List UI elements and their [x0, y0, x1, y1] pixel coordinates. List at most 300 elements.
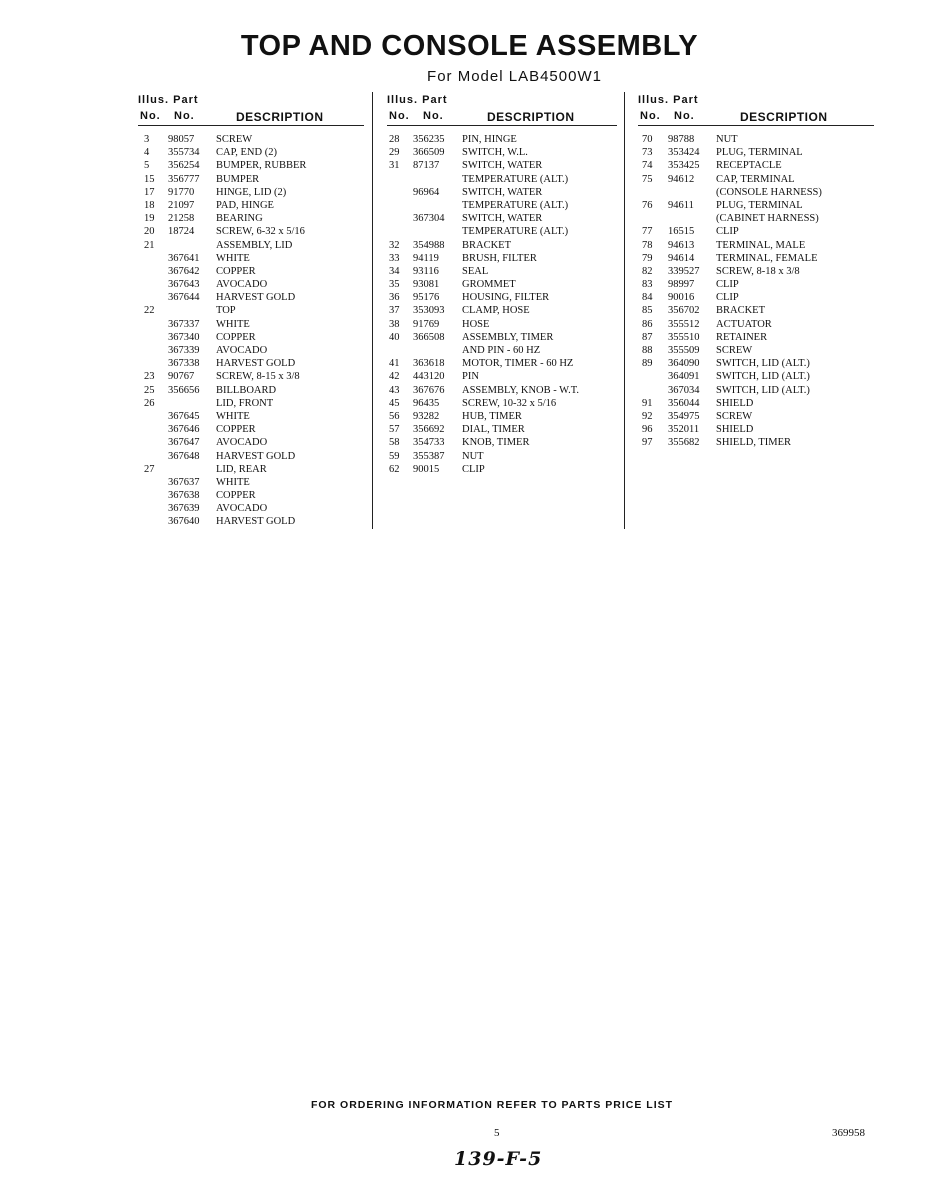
parts-row	[387, 304, 617, 317]
description: ASSEMBLY, TIMER	[462, 331, 554, 343]
description: PLUG, TERMINAL	[716, 147, 803, 159]
part-no: 354988	[413, 239, 445, 251]
parts-row	[138, 331, 364, 344]
header-rule	[387, 125, 617, 126]
illus-no: 27	[144, 463, 155, 475]
part-no: 355509	[668, 345, 700, 356]
parts-row	[138, 252, 364, 265]
part-no: 355510	[668, 331, 700, 343]
illus-no: 18	[144, 199, 155, 211]
header-illus-part: Illus. Part	[387, 94, 448, 106]
parts-row	[138, 463, 364, 476]
illus-no: 82	[642, 265, 653, 277]
illus-no: 23	[144, 371, 155, 383]
parts-row	[138, 384, 364, 397]
illus-no: 29	[389, 147, 400, 159]
part-no: 354975	[668, 410, 700, 422]
illus-no: 88	[642, 345, 653, 356]
parts-row	[138, 476, 364, 489]
description: WHITE	[216, 318, 250, 330]
column-divider	[372, 92, 373, 529]
description: TEMPERATURE (ALT.)	[462, 199, 569, 211]
part-no: 367646	[168, 424, 200, 436]
part-no: 367640	[168, 516, 200, 528]
parts-row	[138, 370, 364, 383]
column-divider	[624, 92, 625, 529]
description: SCREW, 8-18 x 3/8	[716, 265, 800, 277]
part-no: 356702	[668, 305, 700, 317]
parts-row	[387, 212, 617, 225]
description: ASSEMBLY, KNOB - W.T.	[462, 384, 579, 396]
parts-row	[138, 225, 364, 238]
parts-row	[638, 252, 874, 265]
parts-row	[138, 436, 364, 449]
illus-no: 37	[389, 305, 400, 317]
illus-no: 36	[389, 292, 400, 304]
illus-no: 32	[389, 239, 400, 251]
parts-row	[387, 133, 617, 146]
parts-row	[638, 423, 874, 436]
description: PLUG, TERMINAL	[716, 199, 803, 211]
header-illus-no: No.	[140, 110, 161, 122]
ordering-footer: FOR ORDERING INFORMATION REFER TO PARTS PRICE LIST	[310, 1099, 674, 1111]
part-no: 356235	[413, 134, 445, 145]
description: HUB, TIMER	[462, 410, 522, 422]
illus-no: 77	[642, 226, 653, 238]
description: AVOCADO	[216, 279, 268, 291]
parts-row	[138, 265, 364, 278]
model-subtitle: For Model LAB4500W1	[427, 68, 602, 85]
description: BRUSH, FILTER	[462, 252, 537, 264]
parts-row	[387, 159, 617, 172]
illus-no: 62	[389, 463, 400, 475]
parts-row	[138, 357, 364, 370]
part-no: 367337	[168, 318, 200, 330]
illus-no: 40	[389, 331, 400, 343]
description: AND PIN - 60 HZ	[462, 345, 541, 356]
parts-row	[138, 173, 364, 186]
parts-row	[387, 463, 617, 476]
part-no: 94613	[668, 239, 695, 251]
parts-row	[638, 370, 874, 383]
part-no: 93081	[413, 279, 440, 291]
part-no: 96964	[413, 186, 440, 198]
parts-row	[138, 133, 364, 146]
parts-row	[638, 344, 874, 357]
header-illus-no: No.	[640, 110, 661, 122]
parts-row	[638, 199, 874, 212]
part-no: 98057	[168, 134, 195, 145]
illus-no: 57	[389, 424, 400, 436]
column-header	[138, 92, 364, 126]
illus-no: 33	[389, 252, 400, 264]
part-no: 353093	[413, 305, 445, 317]
parts-row	[387, 357, 617, 370]
part-no: 21258	[168, 213, 195, 225]
parts-row	[638, 436, 874, 449]
part-no: 367639	[168, 503, 200, 515]
description: GROMMET	[462, 279, 516, 291]
description: SWITCH, W.L.	[462, 147, 528, 159]
illus-no: 85	[642, 305, 653, 317]
illus-no: 15	[144, 173, 155, 185]
parts-row	[387, 186, 617, 199]
description: BEARING	[216, 213, 263, 225]
parts-row	[638, 410, 874, 423]
part-no: 355682	[668, 437, 700, 449]
parts-row	[387, 199, 617, 212]
parts-row	[387, 318, 617, 331]
illus-no: 21	[144, 239, 155, 251]
description: HARVEST GOLD	[216, 358, 296, 370]
illus-no: 79	[642, 252, 653, 264]
column-header	[387, 92, 617, 126]
parts-row	[138, 199, 364, 212]
parts-row	[638, 212, 874, 225]
description: HOUSING, FILTER	[462, 292, 550, 304]
description: DIAL, TIMER	[462, 424, 525, 436]
column-header	[638, 92, 874, 126]
document-number: 369958	[832, 1127, 865, 1139]
description: ASSEMBLY, LID	[216, 239, 293, 251]
description: SCREW, 8-15 x 3/8	[216, 371, 300, 383]
part-no: 94614	[668, 252, 695, 264]
part-no: 353425	[668, 160, 700, 172]
description: COPPER	[216, 490, 256, 502]
illus-no: 97	[642, 437, 653, 449]
illus-no: 96	[642, 424, 653, 436]
illus-no: 45	[389, 397, 400, 409]
parts-row	[138, 146, 364, 159]
illus-no: 89	[642, 358, 653, 370]
part-no: 367638	[168, 490, 200, 502]
illus-no: 92	[642, 410, 653, 422]
illus-no: 91	[642, 397, 653, 409]
part-no: 367648	[168, 450, 200, 462]
parts-row	[138, 291, 364, 304]
part-no: 367645	[168, 410, 200, 422]
parts-row	[638, 304, 874, 317]
part-no: 91769	[413, 318, 440, 330]
part-no: 367304	[413, 213, 445, 225]
parts-column-2	[387, 92, 617, 476]
description: CAP, END (2)	[216, 147, 277, 159]
part-no: 367637	[168, 476, 200, 488]
part-no: 355734	[168, 147, 200, 159]
part-no: 90767	[168, 371, 195, 383]
part-no: 367676	[413, 384, 445, 396]
description: BRACKET	[716, 305, 766, 317]
illus-no: 56	[389, 410, 400, 422]
description: SCREW	[216, 134, 253, 145]
illus-no: 17	[144, 186, 155, 198]
part-no: 364090	[668, 358, 700, 370]
parts-row	[638, 133, 874, 146]
part-no: 98788	[668, 134, 695, 145]
parts-row	[138, 489, 364, 502]
part-no: 367644	[168, 292, 200, 304]
description: SWITCH, LID (ALT.)	[716, 358, 810, 370]
parts-rows	[638, 133, 874, 450]
parts-row	[638, 239, 874, 252]
page-number: 5	[494, 1127, 500, 1139]
part-no: 356777	[168, 173, 200, 185]
parts-row	[387, 252, 617, 265]
description: SWITCH, LID (ALT.)	[716, 384, 810, 396]
part-no: 354733	[413, 437, 445, 449]
illus-no: 26	[144, 397, 155, 409]
description: (CABINET HARNESS)	[716, 213, 819, 225]
parts-row	[138, 239, 364, 252]
description: KNOB, TIMER	[462, 437, 530, 449]
header-rule	[138, 125, 364, 126]
parts-row	[138, 450, 364, 463]
parts-row	[387, 225, 617, 238]
parts-row	[138, 186, 364, 199]
part-no: 87137	[413, 160, 440, 172]
parts-row	[138, 318, 364, 331]
parts-row	[638, 397, 874, 410]
header-illus-part: Illus. Part	[638, 94, 699, 106]
description: HINGE, LID (2)	[216, 186, 287, 198]
illus-no: 58	[389, 437, 400, 449]
illus-no: 83	[642, 279, 653, 291]
parts-row	[387, 423, 617, 436]
description: BUMPER, RUBBER	[216, 160, 307, 172]
parts-row	[638, 159, 874, 172]
description: (CONSOLE HARNESS)	[716, 186, 822, 198]
illus-no: 34	[389, 265, 400, 277]
illus-no: 76	[642, 199, 653, 211]
parts-row	[387, 146, 617, 159]
parts-column-3	[638, 92, 874, 450]
illus-no: 84	[642, 292, 653, 304]
parts-rows	[387, 133, 617, 476]
parts-row	[138, 304, 364, 317]
description: AVOCADO	[216, 503, 268, 515]
part-no: 366509	[413, 147, 445, 159]
header-description: DESCRIPTION	[487, 110, 575, 124]
part-no: 367338	[168, 358, 200, 370]
illus-no: 73	[642, 147, 653, 159]
illus-no: 4	[144, 147, 150, 159]
description: CAP, TERMINAL	[716, 173, 795, 185]
description: CLIP	[716, 279, 739, 291]
parts-row	[387, 344, 617, 357]
parts-row	[638, 331, 874, 344]
illus-no: 38	[389, 318, 400, 330]
parts-row	[387, 331, 617, 344]
description: AVOCADO	[216, 345, 268, 356]
part-no: 90016	[668, 292, 695, 304]
header-illus-no: No.	[389, 110, 410, 122]
description: LID, FRONT	[216, 397, 274, 409]
part-no: 91770	[168, 186, 195, 198]
page-title: TOP AND CONSOLE ASSEMBLY	[240, 30, 699, 62]
parts-row	[638, 173, 874, 186]
description: PAD, HINGE	[216, 199, 274, 211]
description: HARVEST GOLD	[216, 292, 296, 304]
illus-no: 28	[389, 134, 400, 145]
part-no: 367340	[168, 331, 200, 343]
parts-row	[138, 212, 364, 225]
parts-row	[638, 291, 874, 304]
part-no: 16515	[668, 226, 695, 238]
header-description: DESCRIPTION	[740, 110, 828, 124]
illus-no: 74	[642, 160, 653, 172]
part-no: 339527	[668, 265, 700, 277]
parts-row	[638, 384, 874, 397]
part-no: 363618	[413, 358, 445, 370]
part-no: 21097	[168, 199, 195, 211]
header-part-no: No.	[674, 110, 695, 122]
description: SHIELD, TIMER	[716, 437, 792, 449]
part-no: 356692	[413, 424, 445, 436]
part-no: 367642	[168, 265, 200, 277]
part-no: 98997	[668, 279, 695, 291]
parts-row	[638, 265, 874, 278]
description: SHIELD	[716, 424, 754, 436]
parts-row	[138, 410, 364, 423]
illus-no: 22	[144, 305, 155, 317]
description: LID, REAR	[216, 463, 267, 475]
header-part-no: No.	[423, 110, 444, 122]
part-no: 93282	[413, 410, 440, 422]
description: SWITCH, WATER	[462, 213, 543, 225]
description: COPPER	[216, 424, 256, 436]
parts-row	[387, 410, 617, 423]
description: SCREW	[716, 345, 753, 356]
parts-row	[387, 265, 617, 278]
parts-row	[387, 370, 617, 383]
parts-row	[387, 239, 617, 252]
description: SEAL	[462, 265, 489, 277]
description: SWITCH, WATER	[462, 160, 543, 172]
illus-no: 87	[642, 331, 653, 343]
description: SCREW, 6-32 x 5/16	[216, 226, 305, 238]
description: HOSE	[462, 318, 490, 330]
illus-no: 70	[642, 134, 653, 145]
parts-row	[387, 436, 617, 449]
illus-no: 41	[389, 358, 400, 370]
description: NUT	[716, 134, 738, 145]
parts-row	[638, 225, 874, 238]
part-no: 94612	[668, 173, 695, 185]
description: MOTOR, TIMER - 60 HZ	[462, 358, 574, 370]
illus-no: 59	[389, 450, 400, 462]
description: BILLBOARD	[216, 384, 277, 396]
description: HARVEST GOLD	[216, 450, 296, 462]
description: CLAMP, HOSE	[462, 305, 530, 317]
part-no: 367643	[168, 279, 200, 291]
handwritten-note: 139-F-5	[454, 1148, 543, 1170]
parts-row	[138, 502, 364, 515]
description: TERMINAL, FEMALE	[716, 252, 818, 264]
description: AVOCADO	[216, 437, 268, 449]
parts-row	[387, 291, 617, 304]
parts-row	[387, 173, 617, 186]
description: WHITE	[216, 410, 250, 422]
part-no: 356254	[168, 160, 200, 172]
description: ACTUATOR	[716, 318, 772, 330]
header-part-no: No.	[174, 110, 195, 122]
part-no: 353424	[668, 147, 700, 159]
description: TERMINAL, MALE	[716, 239, 806, 251]
part-no: 366508	[413, 331, 445, 343]
part-no: 95176	[413, 292, 440, 304]
part-no: 367641	[168, 252, 200, 264]
header-illus-part: Illus. Part	[138, 94, 199, 106]
description: SWITCH, WATER	[462, 186, 543, 198]
parts-row	[387, 278, 617, 291]
parts-row	[638, 186, 874, 199]
parts-row	[638, 146, 874, 159]
description: SCREW, 10-32 x 5/16	[462, 397, 557, 409]
parts-row	[138, 515, 364, 528]
illus-no: 86	[642, 318, 653, 330]
parts-column-1	[138, 92, 364, 529]
illus-no: 35	[389, 279, 400, 291]
parts-row	[138, 423, 364, 436]
header-description: DESCRIPTION	[236, 110, 324, 124]
parts-rows	[138, 133, 364, 529]
description: COPPER	[216, 265, 256, 277]
parts-row	[638, 278, 874, 291]
description: WHITE	[216, 476, 250, 488]
description: TEMPERATURE (ALT.)	[462, 173, 569, 185]
illus-no: 75	[642, 173, 653, 185]
part-no: 356044	[668, 397, 700, 409]
parts-row	[387, 397, 617, 410]
part-no: 367339	[168, 345, 200, 356]
illus-no: 25	[144, 384, 155, 396]
part-no: 93116	[413, 265, 439, 277]
parts-row	[387, 384, 617, 397]
part-no: 367034	[668, 384, 700, 396]
illus-no: 3	[144, 134, 150, 145]
part-no: 94611	[668, 199, 694, 211]
description: RETAINER	[716, 331, 768, 343]
description: WHITE	[216, 252, 250, 264]
illus-no: 19	[144, 213, 155, 225]
part-no: 90015	[413, 463, 440, 475]
illus-no: 78	[642, 239, 653, 251]
description: PIN, HINGE	[462, 134, 517, 145]
parts-row	[138, 397, 364, 410]
part-no: 355512	[668, 318, 700, 330]
part-no: 18724	[168, 226, 195, 238]
description: TEMPERATURE (ALT.)	[462, 226, 569, 238]
illus-no: 31	[389, 160, 400, 172]
illus-no: 5	[144, 160, 150, 172]
description: SHIELD	[716, 397, 754, 409]
header-rule	[638, 125, 874, 126]
parts-row	[387, 450, 617, 463]
parts-row	[638, 357, 874, 370]
parts-row	[138, 159, 364, 172]
description: PIN	[462, 371, 479, 383]
part-no: 364091	[668, 371, 700, 383]
description: BRACKET	[462, 239, 512, 251]
description: BUMPER	[216, 173, 260, 185]
illus-no: 43	[389, 384, 400, 396]
description: SCREW	[716, 410, 753, 422]
description: RECEPTACLE	[716, 160, 782, 172]
parts-row	[138, 344, 364, 357]
part-no: 356656	[168, 384, 200, 396]
description: HARVEST GOLD	[216, 516, 296, 528]
description: CLIP	[716, 292, 739, 304]
